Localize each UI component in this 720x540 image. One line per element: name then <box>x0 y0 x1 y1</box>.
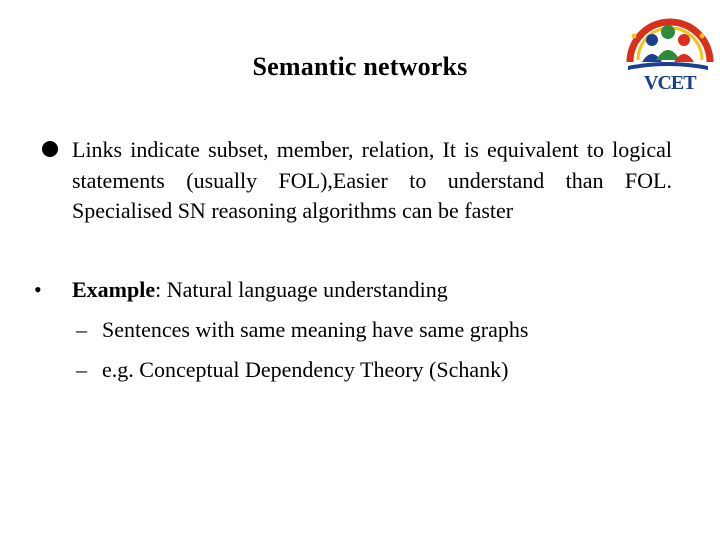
dash-bullet-icon: – <box>76 317 87 342</box>
sub-bullet-1-text: Sentences with same meaning have same graphs <box>102 317 529 342</box>
sub-bullet-1 <box>76 315 528 345</box>
bullet-1 <box>42 135 672 227</box>
bullet-dot-icon: • <box>34 277 42 302</box>
slide-title: Semantic networks <box>252 52 468 81</box>
sub-bullet-2-text: e.g. Conceptual Dependency Theory (Schank) <box>102 357 509 382</box>
bullet-2-separator: : <box>155 277 162 302</box>
bullet-2-label: Example <box>72 277 156 302</box>
bullet-1-text: Links indicate subset, member, relation, It is equivalent to logical statements (usually FOL),Easier to understand than FOL. Specialised SN reasoning algorithms can be faster <box>72 137 672 223</box>
bullet-2-body: Natural language understanding <box>161 277 448 302</box>
dash-bullet-icon: – <box>76 357 87 382</box>
filled-circle-bullet-icon <box>42 141 58 157</box>
bullet-2-text <box>72 275 674 306</box>
logo-text: VCET <box>644 72 696 94</box>
bullet-2 <box>34 275 674 306</box>
sub-bullet-2 <box>76 355 508 385</box>
